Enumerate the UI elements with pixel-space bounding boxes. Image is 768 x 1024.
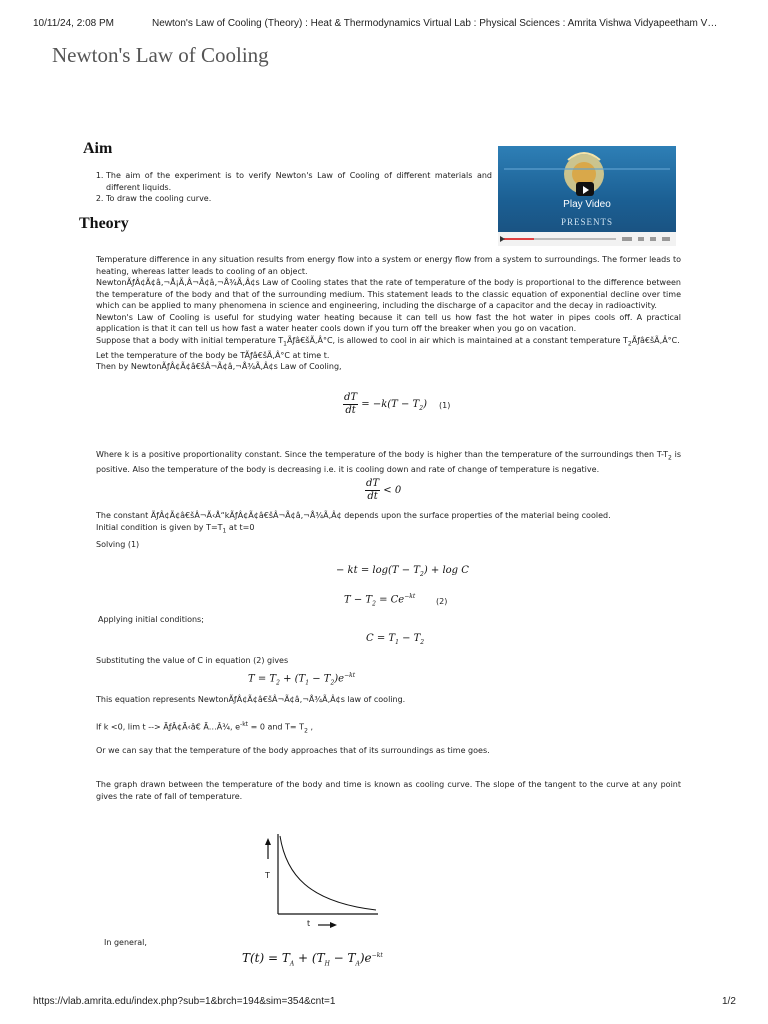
inequality-equation: $\frac{dT}{dt}$ < 0 — [366, 478, 402, 502]
x-axis-arrow-head — [330, 922, 337, 928]
graph-y-label: T — [265, 871, 270, 880]
paragraph: Newton's Law of Cooling is useful for studying water heating because it can tell us how fast the hot water in pipes cools off. A practical application is that it can tell us how fast a water heater cools down if you turn off the breaker when you go on vacation. — [96, 312, 681, 333]
presents-label: PRESENTS — [560, 217, 613, 227]
aim-list — [92, 170, 492, 205]
equation-final: $T = T_2 + (T_1 - T_2)e^{-kt}$ — [248, 672, 356, 687]
print-page-number: 1/2 — [722, 996, 736, 1007]
theory-intro — [96, 254, 681, 373]
theory-paragraph: Where k is a positive proportionality constant. Since the temperature of the body is higher than the temperature of the surroundings then $T-T_2$ is positive. Also the temperature of the body is decreasing i.e. it is cooling down and rate of change of temperature is negative. — [96, 450, 681, 475]
aim-heading: Aim — [83, 140, 113, 157]
print-url: https://vlab.amrita.edu/index.php?sub=1&brch=194&sim=354&cnt=1 — [33, 996, 336, 1007]
theory-paragraph: Substituting the value of C in equation (2) gives — [96, 656, 289, 665]
cooling-curve-graph — [258, 834, 382, 934]
aim-item: 2. To draw the cooling curve. — [106, 193, 492, 205]
graph-x-label: t — [307, 919, 311, 928]
play-button[interactable] — [576, 182, 594, 196]
theory-paragraph-block: The constant ÃƒÂ¢Ã¢â€šÂ¬Ã‹Å“kÃƒÂ¢Ã¢â€šÂ¬Ã¢â‚¬Å¾Ã‚Â¢ depends upon the surface properties of the material being cooled. Initial condition is given by $T=T_1$ at t=0 Solving (1) — [96, 511, 611, 549]
video-player[interactable] — [498, 146, 676, 246]
equation-1: $\frac{dT}{dt}$ = $-k(T - T_2)$ — [344, 392, 427, 416]
page-title: Newton's Law of Cooling — [52, 43, 269, 67]
general-equation: $T(t) = T_A + (T_H - T_A)e^{-kt}$ — [242, 951, 383, 968]
equation-2: $T - T_2 = Ce^{-kt}$ — [344, 593, 416, 608]
theory-heading: Theory — [79, 215, 129, 232]
equation-c: $C = T_1 - T_2$ — [366, 633, 425, 646]
play-video-label: Play Video — [563, 199, 611, 210]
paragraph: Then by NewtonÃƒÂ¢Ã¢â€šÂ¬Ã¢â‚¬Å¾Ã‚Â¢s Law of Cooling, — [96, 362, 342, 372]
theory-paragraph: If k <0, lim t --> ÃƒÂ¢Ã‹â€ Ã…Â¾, $e^{-kt} = 0$ and $T= T_2$ , — [96, 721, 313, 735]
y-axis-arrow-head — [265, 838, 271, 845]
cooling-curve-line — [280, 836, 376, 910]
aim-item: 1. The aim of the experiment is to verify Newton's Law of Cooling of different materials and different liquids. — [106, 170, 492, 193]
theory-paragraph: In general, — [104, 938, 147, 947]
print-datetime: 10/11/24, 2:08 PM — [33, 18, 114, 29]
play-icon — [576, 183, 594, 197]
equation-log: − kt = $\log(T - T_2) + \log C$ — [336, 565, 469, 578]
equation-2-label: (2) — [436, 597, 448, 606]
paragraph: NewtonÃƒÂ¢Ã¢â‚¬Å¡Ã‚Â¬Ã¢â‚¬Å¾Ã‚Â¢s Law of Cooling states that the rate of temperature of the body is proportional to the difference between the temperature of the body and that of the surrounding medium. This statement leads to the classic equation of exponential decline over time which can be applied to many phenomena in science and engineering, including the discharge of a capacitor and the decay in radioactivity. — [96, 278, 681, 310]
print-document-title: Newton's Law of Cooling (Theory) : Heat & Thermodynamics Virtual Lab : Physical Sciences : Amrita Vishwa Vidyapeetham V… — [152, 18, 718, 29]
equation-1-label: (1) — [439, 401, 451, 410]
paragraph: Let the temperature of the body be TÃƒâ€šÃ‚Â°C at time t. — [96, 350, 330, 360]
paragraph: Suppose that a body with initial temperature $T_1Ãƒâ€šÃ‚Â^\circ C$, is allowed to cool in air which is maintained at a constant temperature $T_2Ãƒâ€šÃ‚Â^\circ C$. — [96, 335, 680, 348]
theory-paragraph: The graph drawn between the temperature of the body and time is known as cooling curve. The slope of the tangent to the curve at any point gives the rate of fall of temperature. — [96, 780, 681, 801]
theory-paragraph: Or we can say that the temperature of the body approaches that of its surroundings as time goes. — [96, 746, 490, 755]
paragraph: Temperature difference in any situation results from energy flow into a system or energy flow from a system to surroundings. The former leads to heating, whereas latter leads to cooling of an object. — [96, 255, 681, 276]
theory-paragraph: Applying initial conditions; — [98, 615, 204, 624]
theory-paragraph: This equation represents NewtonÃƒÂ¢Ã¢â€šÂ¬Ã¢â‚¬Å¾Ã‚Â¢s law of cooling. — [96, 695, 406, 704]
